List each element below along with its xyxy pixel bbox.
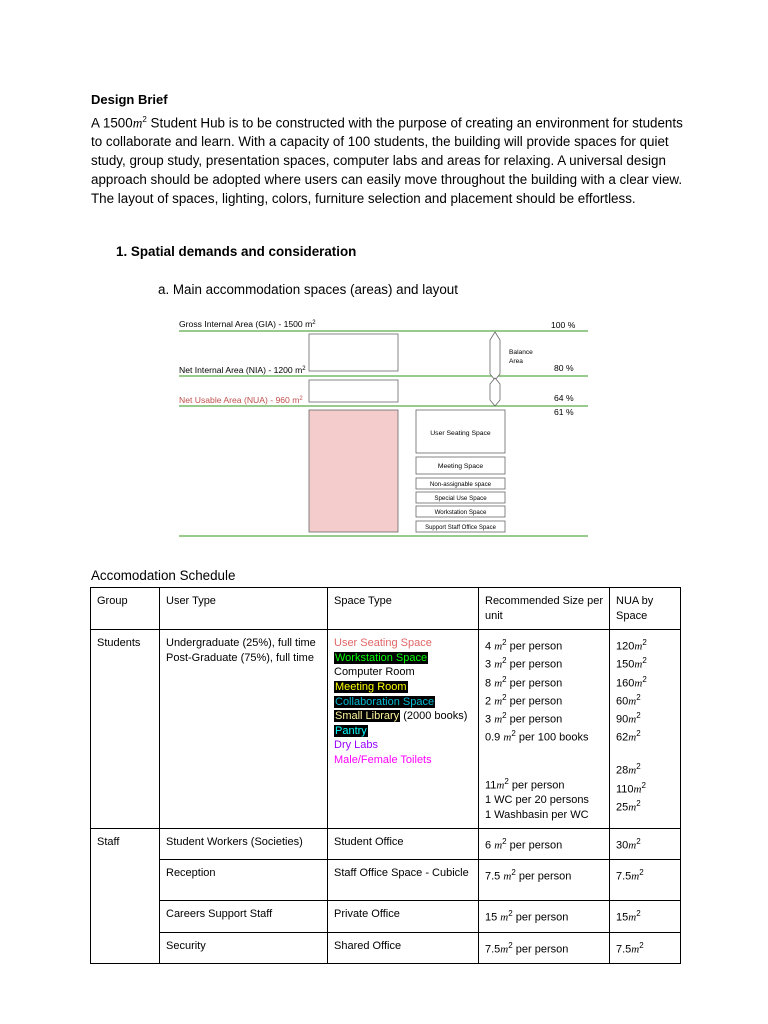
- staff-size-cell: 7.5 $m^2$ per person: [479, 860, 610, 901]
- nua-label: Net Usable Area (NUA) - 960 $m^2$: [179, 395, 303, 405]
- accommodation-table: [90, 587, 681, 964]
- students-space-cell: User Seating Space Workstation Space Computer Room Meeting Room Collaboration Space Small Library (2000 books) Pantry Dry Labs Male/Female Toilets: [328, 630, 479, 829]
- area-diagram: [176, 316, 596, 542]
- percent-100: 100 %: [551, 320, 576, 330]
- staff-nua-cell: $15m^2$: [610, 901, 681, 932]
- nia-box: [309, 380, 398, 402]
- header-space-type: Space Type: [328, 588, 479, 630]
- staff-nua-cell: $7.5m^2$: [610, 860, 681, 901]
- staff-space-cell: Student Office: [328, 829, 479, 860]
- balance-label-2: Area: [509, 358, 523, 365]
- table-row: [91, 932, 681, 963]
- table-header-row: [91, 588, 681, 630]
- header-user-type: User Type: [160, 588, 328, 630]
- staff-size-cell: $7.5m^2$ per person: [479, 932, 610, 963]
- schedule-title: Accomodation Schedule: [91, 568, 236, 583]
- brief-paragraph: A $1500m^2$ Student Hub is to be constructed with the purpose of creating an environment for students to collaborate and learn. With a capacity of 100 students, the building will provide spaces for quiet study, group study, presentation spaces, computer labs and areas for relaxing. A universal design approach should be adopted where users can easily move throughout the building with a clear view. The layout of spaces, lighting, colors, furniture selection and placement should be effortless.: [91, 115, 683, 207]
- section-heading: 1. Spatial demands and consideration: [116, 244, 357, 259]
- table-row: [91, 860, 681, 901]
- user-seating-label: User Seating Space: [430, 430, 491, 437]
- header-group: Group: [91, 588, 160, 630]
- brief-title: Design Brief: [91, 92, 168, 107]
- table-row: [91, 901, 681, 932]
- table-row: [91, 630, 681, 829]
- students-nua-cell: $120m^2$ $150m^2$ $160m^2$ $60m^2$ $90m^2$ $62m^2$ $28m^2$ $110m^2$ $25m^2$: [610, 630, 681, 829]
- staff-user-cell: Reception: [160, 860, 328, 901]
- staff-space-cell: Shared Office: [328, 932, 479, 963]
- nua-box: [309, 410, 398, 532]
- staff-size-cell: 15 $m^2$ per person: [479, 901, 610, 932]
- staff-nua-cell: $7.5m^2$: [610, 932, 681, 963]
- subsection-heading: a. Main accommodation spaces (areas) and layout: [158, 282, 458, 297]
- students-group-cell: Students: [91, 630, 160, 829]
- special-use-label: Special Use Space: [434, 495, 487, 502]
- balance-lower-shape: [490, 378, 500, 406]
- balance-upper-shape: [490, 332, 500, 380]
- meeting-space-label: Meeting Space: [437, 463, 484, 470]
- staff-size-cell: 6 $m^2$ per person: [479, 829, 610, 860]
- staff-nua-cell: $30m^2$: [610, 829, 681, 860]
- staff-user-cell: Careers Support Staff: [160, 901, 328, 932]
- gia-box: [309, 334, 398, 371]
- nia-label: Net Internal Area (NIA) - 1200 $m^2$: [179, 365, 306, 375]
- percent-64: 64 %: [554, 393, 574, 403]
- gia-label: Gross Internal Area (GIA) - 1500 $m^2$: [179, 319, 316, 329]
- non-assignable-label: Non-assignable space: [429, 481, 492, 488]
- percent-61: 61 %: [554, 407, 574, 417]
- percent-80: 80 %: [554, 363, 574, 373]
- staff-user-cell: Student Workers (Societies): [160, 829, 328, 860]
- balance-label: Balance: [509, 349, 533, 356]
- students-user-cell: Undergraduate (25%), full time Post-Graduate (75%), full time: [160, 630, 328, 829]
- header-size: Recommended Size per unit: [479, 588, 610, 630]
- header-nua: NUA by Space: [610, 588, 681, 630]
- workstation-label: Workstation Space: [434, 509, 487, 516]
- staff-space-cell: Private Office: [328, 901, 479, 932]
- staff-space-cell: Staff Office Space - Cubicle: [328, 860, 479, 901]
- support-staff-label: Support Staff Office Space: [425, 525, 496, 531]
- staff-group-cell: Staff: [91, 829, 160, 964]
- students-size-cell: 4 $m^2$ per person 3 $m^2$ per person 8 $m^2$ per person 2 $m^2$ per person 3 $m^2$ per person 0.9 $m^2$ per 100 books $11m^2$ per person 1 WC per 20 persons 1 Washbasin per WC: [479, 630, 610, 829]
- staff-user-cell: Security: [160, 932, 328, 963]
- table-row: [91, 829, 681, 860]
